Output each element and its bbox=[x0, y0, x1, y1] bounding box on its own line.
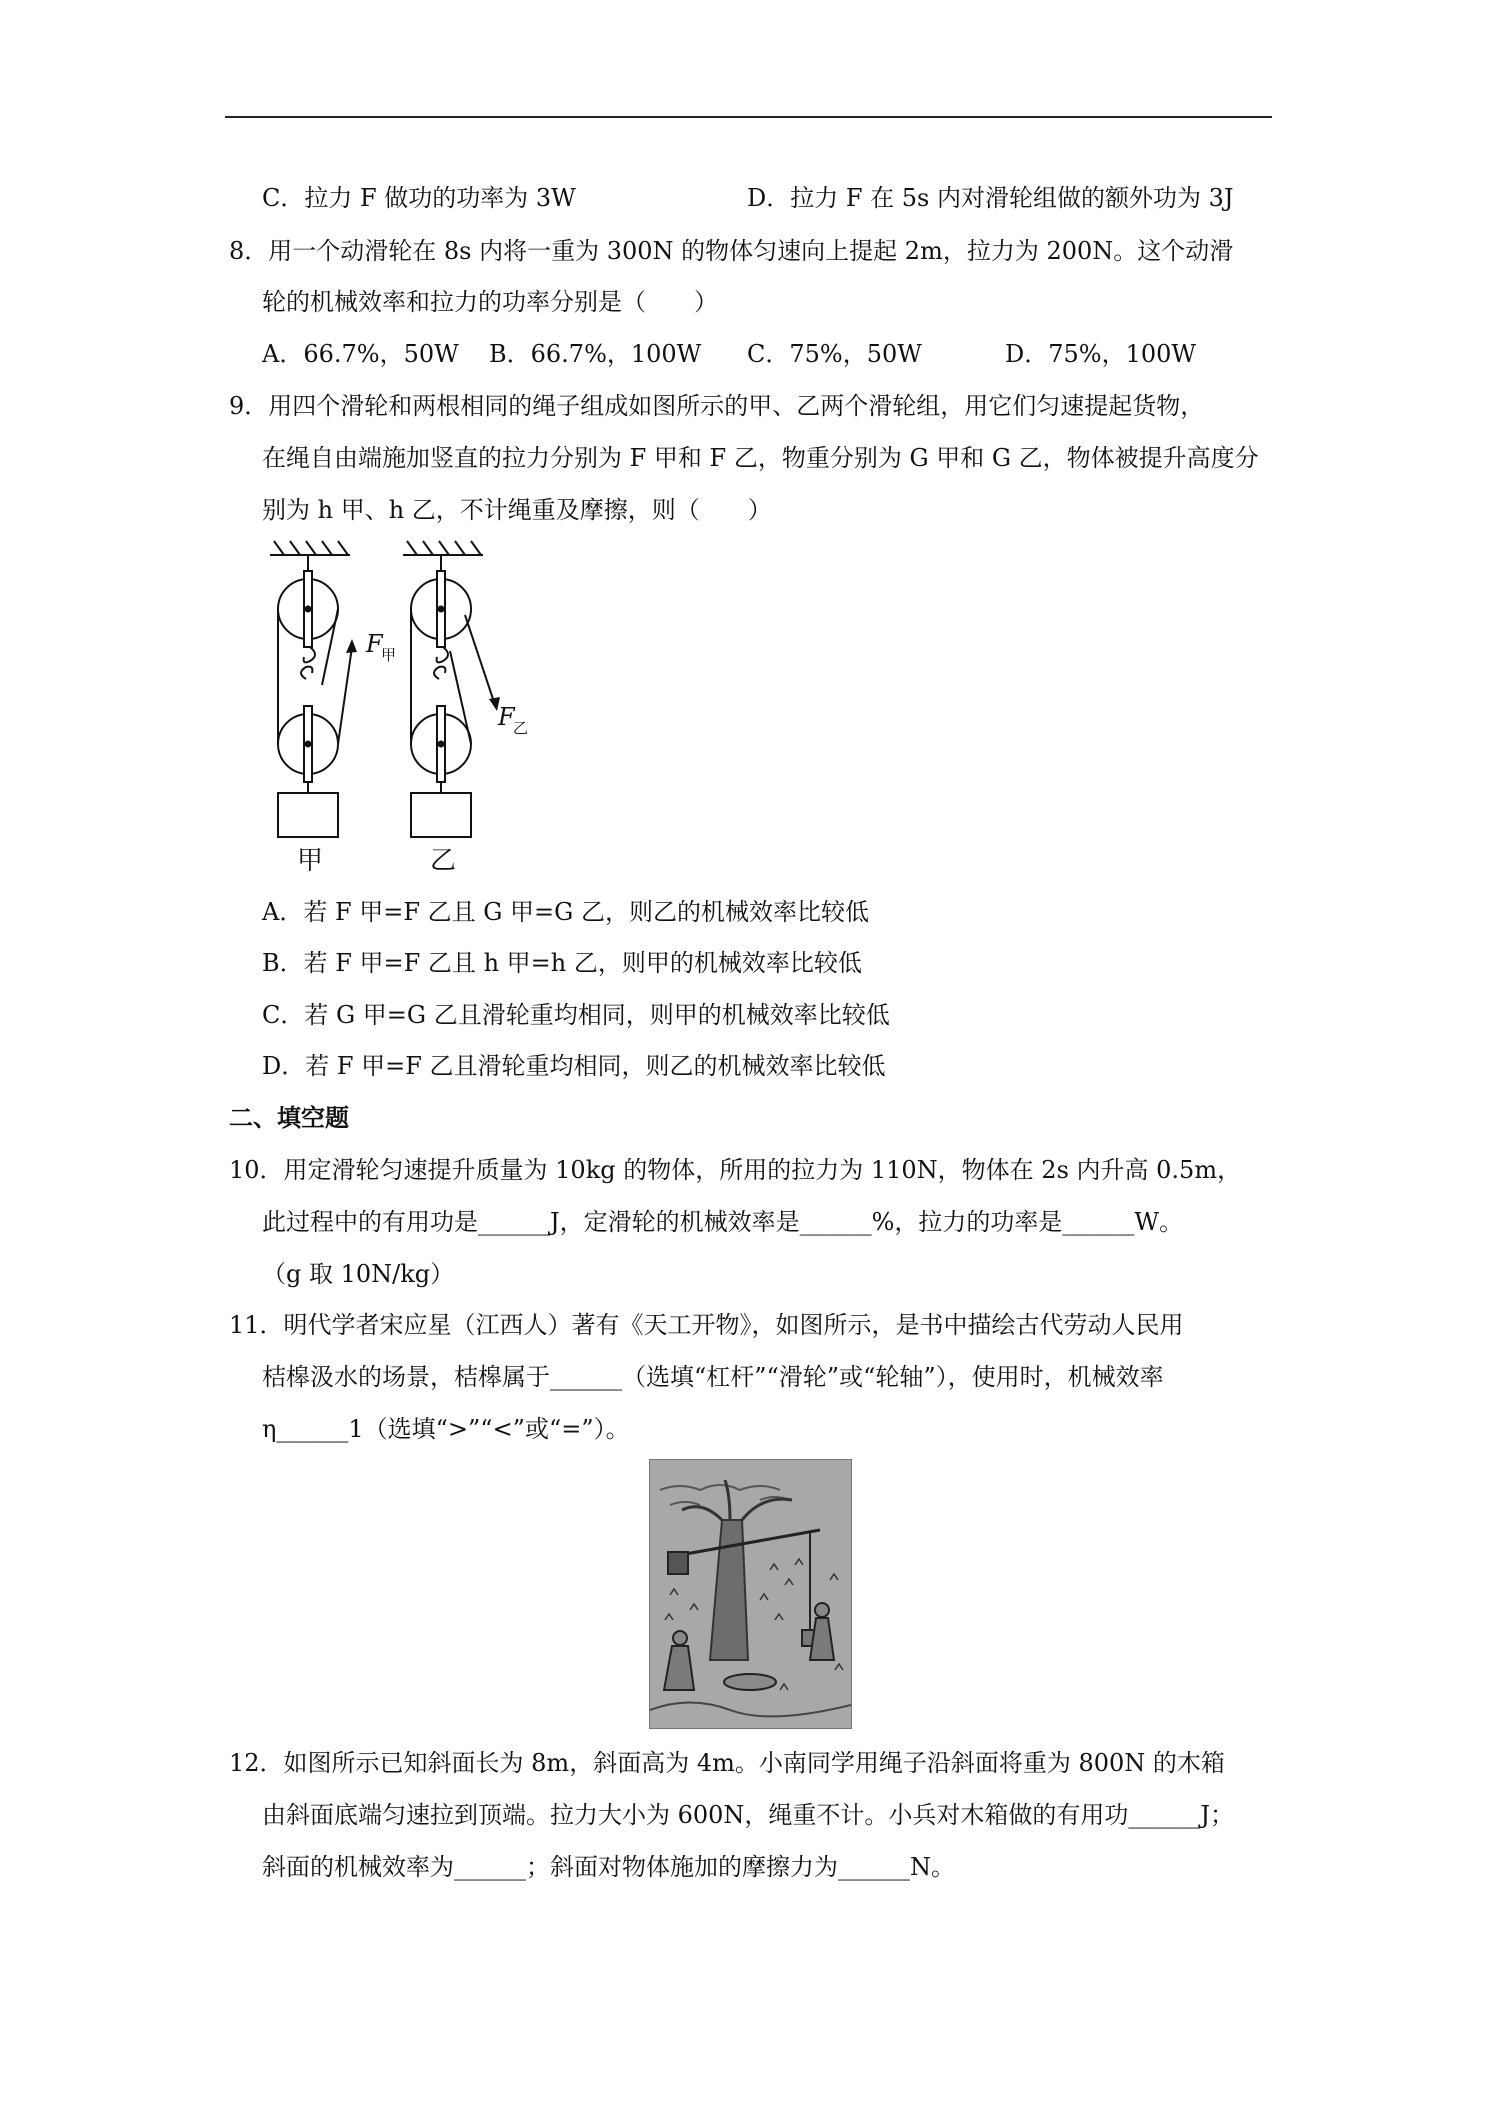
label-yi: 乙 bbox=[430, 846, 457, 876]
q12-text-line3: 斜面的机械效率为______；斜面对物体施加的摩擦力为______N。 bbox=[262, 1853, 955, 1881]
q11-text-line3: η______1（选填“>”“<”或“=”）。 bbox=[262, 1415, 630, 1443]
q10-text-line1: 10．用定滑轮匀速提升质量为 10kg 的物体，所用的拉力为 110N，物体在 2s 内升高 0.5m， bbox=[229, 1156, 1242, 1184]
pulley-system-right bbox=[403, 541, 500, 837]
q9-option-d: D．若 F 甲=F 乙且滑轮重均相同，则乙的机械效率比较低 bbox=[262, 1052, 886, 1080]
section-title: 二、填空题 bbox=[229, 1103, 349, 1132]
well-sweep-illustration bbox=[649, 1459, 852, 1729]
label-jia: 甲 bbox=[297, 846, 324, 876]
q9-option-c: C．若 G 甲=G 乙且滑轮重均相同，则甲的机械效率比较低 bbox=[262, 1001, 890, 1029]
q9-option-a: A．若 F 甲=F 乙且 G 甲=G 乙，则乙的机械效率比较低 bbox=[262, 898, 869, 926]
force-label-left-sub: 甲 bbox=[381, 646, 397, 664]
q9-text-line3: 别为 h 甲、h 乙，不计绳重及摩擦，则（ ） bbox=[262, 496, 772, 524]
q8-option-c: C．75%，50W bbox=[747, 340, 922, 368]
q8-text-line1: 8．用一个动滑轮在 8s 内将一重为 300N 的物体匀速向上提起 2m，拉力为 200N。这个动滑 bbox=[229, 237, 1234, 265]
q9-option-b: B．若 F 甲=F 乙且 h 甲=h 乙，则甲的机械效率比较低 bbox=[262, 949, 862, 977]
q7-option-c: C．拉力 F 做功的功率为 3W bbox=[262, 184, 576, 212]
force-label-left: F bbox=[366, 630, 383, 658]
q9-text-line1: 9．用四个滑轮和两根相同的绳子组成如图所示的甲、乙两个滑轮组，用它们匀速提起货物， bbox=[229, 392, 1205, 420]
q8-option-a: A．66.7%，50W bbox=[262, 340, 459, 368]
q11-text-line1: 11．明代学者宋应星（江西人）著有《天工开物》，如图所示，是书中描绘古代劳动人民用 bbox=[229, 1311, 1184, 1339]
force-label-right: F bbox=[498, 703, 515, 731]
q8-option-d: D．75%，100W bbox=[1005, 340, 1197, 368]
q10-text-line3: （g 取 10N/kg） bbox=[262, 1260, 455, 1288]
q12-text-line2: 由斜面底端匀速拉到顶端。拉力大小为 600N，绳重不计。小兵对木箱做的有用功______J； bbox=[262, 1801, 1235, 1829]
woodcut-image bbox=[650, 1460, 851, 1728]
q8-option-b: B．66.7%，100W bbox=[489, 340, 702, 368]
pulley-system-left bbox=[270, 541, 357, 837]
q8-text-line2: 轮的机械效率和拉力的功率分别是（ ） bbox=[262, 288, 718, 316]
pulley-diagram bbox=[260, 535, 550, 880]
q9-text-line2: 在绳自由端施加竖直的拉力分别为 F 甲和 F 乙，物重分别为 G 甲和 G 乙，物体被提升高度分 bbox=[262, 444, 1259, 472]
q7-option-d: D．拉力 F 在 5s 内对滑轮组做的额外功为 3J bbox=[747, 184, 1234, 212]
q12-text-line1: 12．如图所示已知斜面长为 8m，斜面高为 4m。小南同学用绳子沿斜面将重为 800N 的木箱 bbox=[229, 1749, 1225, 1777]
force-label-right-sub: 乙 bbox=[513, 719, 529, 737]
q11-text-line2: 桔槔汲水的场景，桔槔属于______（选填“杠杆”“滑轮”或“轮轴”），使用时，机械效率 bbox=[262, 1363, 1164, 1391]
q10-text-line2: 此过程中的有用功是______J，定滑轮的机械效率是______%，拉力的功率是______W。 bbox=[262, 1208, 1184, 1236]
header-rule bbox=[225, 116, 1272, 118]
